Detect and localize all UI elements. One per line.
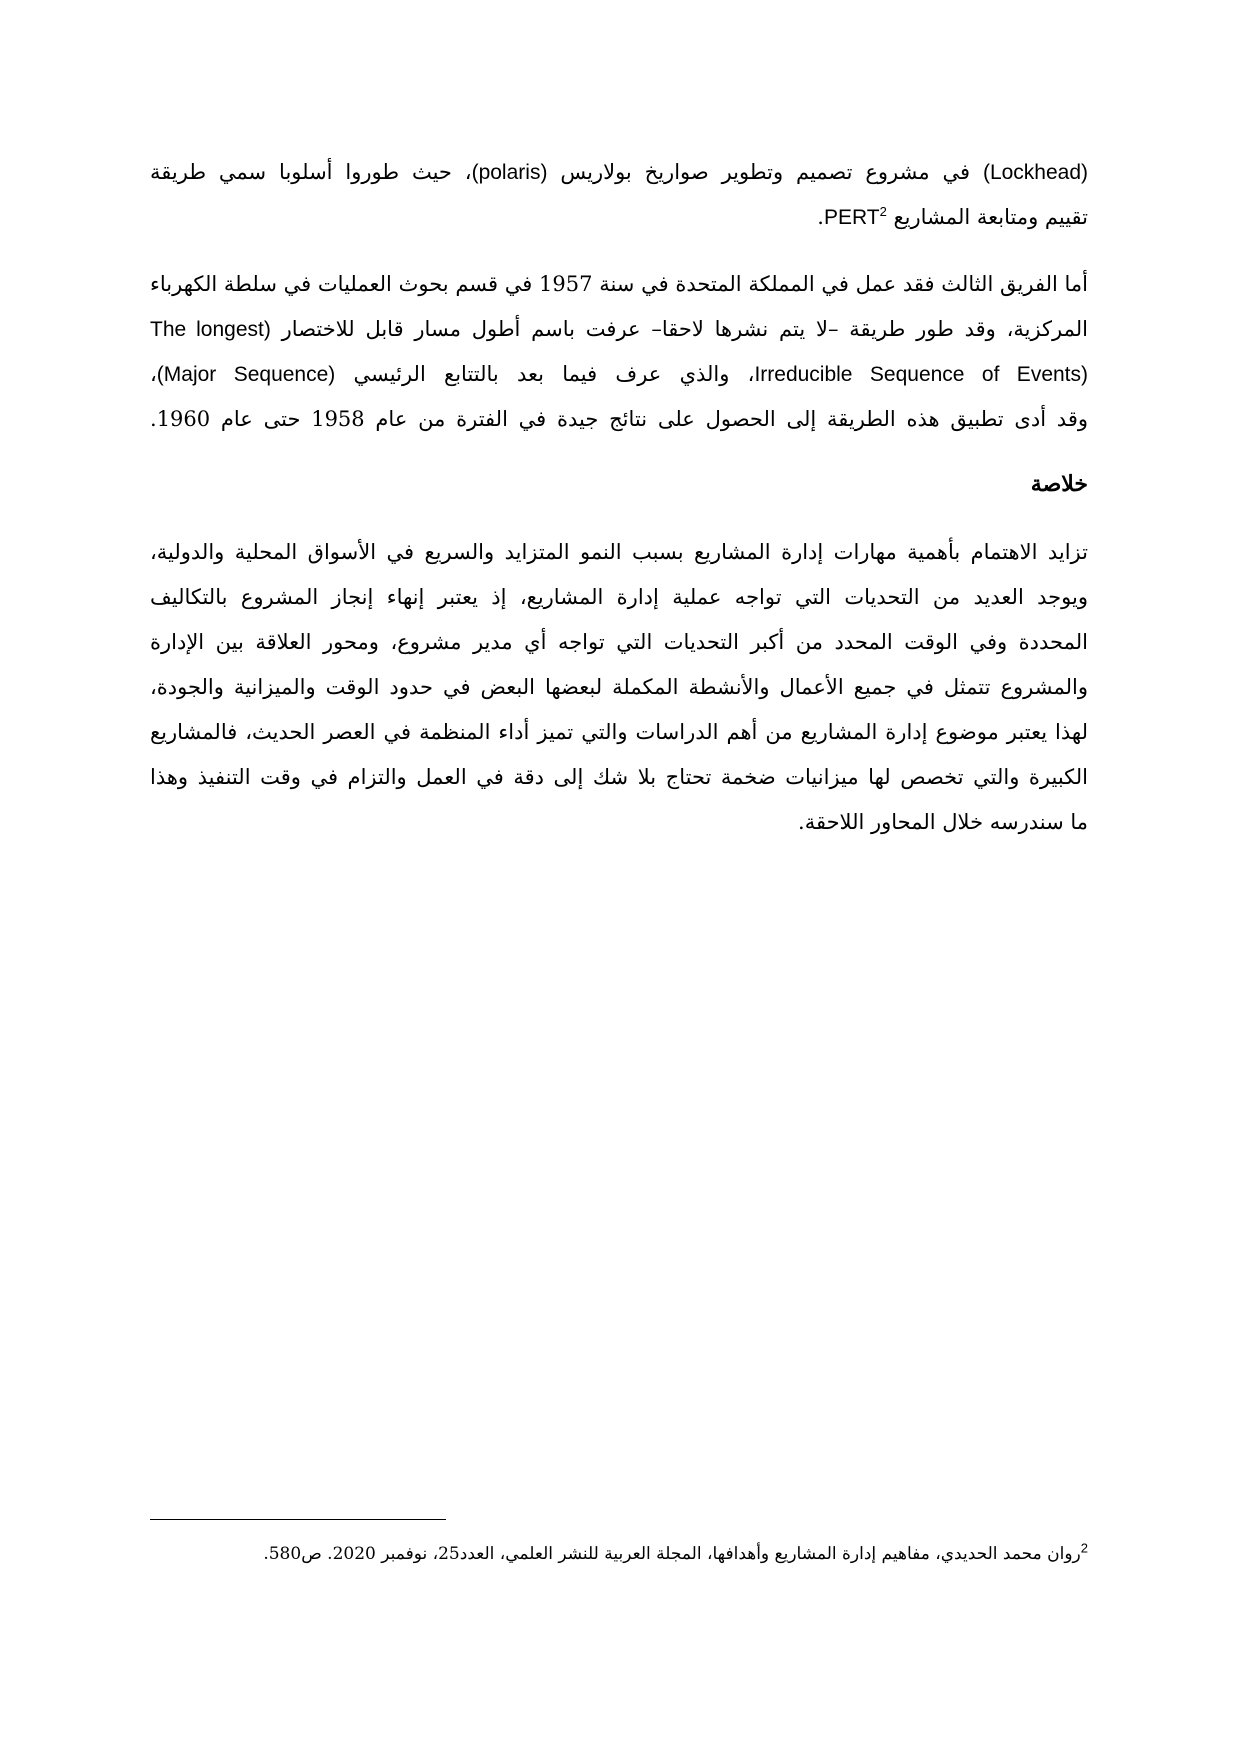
term-pert: PERT [823, 206, 880, 229]
footnote-number: 2 [1080, 1540, 1088, 1556]
footnote [150, 1540, 1088, 1568]
paragraph-3 [150, 530, 1088, 845]
paragraph-1-line-2 [150, 195, 1088, 240]
term-irreducible-sequence: Irreducible Sequence of Events) [754, 363, 1088, 386]
term-lockhead: (Lockhead) [982, 161, 1089, 184]
paragraph-1 [150, 150, 1088, 240]
text-segment: في مشروع تصميم وتطوير صواريخ بولاريس [547, 160, 983, 184]
text-segment: ، والذي عرف فيما بعد بالتتابع الرئيسي [335, 362, 755, 386]
term-the-longest: The longest) [150, 318, 271, 341]
footnote-text: روان محمد الحديدي، مفاهيم إدارة المشاريع وأهدافها، المجلة العربية للنشر العلمي، العدد25، نوفمبر 2020. ص580. [263, 1544, 1081, 1564]
footnote-separator [150, 1519, 446, 1520]
paragraph-3-line-7: ما سندرسه خلال المحاور اللاحقة. [798, 810, 1088, 834]
paragraph-2-line-3 [150, 352, 1088, 397]
paragraph-3-line-3: المحددة وفي الوقت المحدد من أكبر التحديات التي تواجه أي مدير مشروع، ومحور العلاقة بين الإدارة [150, 630, 1088, 654]
paragraph-2-line-4: وقد أدى تطبيق هذه الطريقة إلى الحصول على نتائج جيدة في الفترة من عام 1958 حتى عام 1960. [150, 407, 1088, 431]
paragraph-3-line-2: ويوجد العديد من التحديات التي تواجه عملية إدارة المشاريع، إذ يعتبر إنهاء إنجاز المشروع بالتكاليف [150, 585, 1088, 609]
text-segment: . [817, 205, 824, 229]
paragraph-3-line-6: الكبيرة والتي تخصص لها ميزانيات ضخمة تحتاج بلا شك إلى دقة في العمل والتزام في وقت التنفيذ وهذا [150, 765, 1088, 789]
paragraph-2-line-1: أما الفريق الثالث فقد عمل في المملكة المتحدة في سنة 1957 في قسم بحوث العمليات في سلطة الكهرباء [150, 272, 1088, 296]
text-segment: المركزية، وقد طور طريقة –لا يتم نشرها لاحقا– عرفت باسم أطول مسار قابل للاختصار [270, 317, 1088, 341]
document-body [150, 150, 1088, 845]
section-heading-summary: خلاصة [1030, 471, 1088, 496]
footnote-reference: 2 [879, 204, 887, 219]
paragraph-3-line-5: لهذا يعتبر موضوع إدارة المشاريع من أهم الدراسات والتي تميز أداء المنظمة في العصر الحديث، فالمشاريع [150, 720, 1088, 744]
paragraph-2 [150, 262, 1088, 442]
paragraph-3-line-1: تزايد الاهتمام بأهمية مهارات إدارة المشاريع بسبب النمو المتزايد والسريع في الأسواق المحلية والدولية، [150, 540, 1088, 564]
term-polaris: (polaris) [471, 161, 548, 184]
term-major-sequence: (Major Sequence) [156, 363, 336, 386]
paragraph-2-line-2 [150, 307, 1088, 352]
text-segment: ، [150, 362, 157, 386]
paragraph-3-line-4: والمشروع تتمثل في جميع الأعمال والأنشطة المكملة لبعضها البعض في حدود الوقت والميزانية والجودة، [150, 675, 1088, 699]
text-segment: ، حيث طوروا أسلوبا سمي طريقة [150, 160, 472, 184]
paragraph-1-line-1 [150, 150, 1088, 195]
text-segment: تقييم ومتابعة المشاريع [886, 205, 1088, 229]
